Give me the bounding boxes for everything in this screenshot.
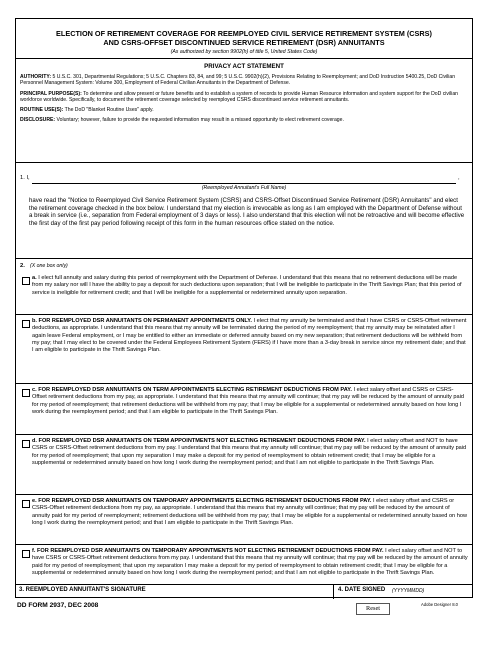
- form-title: ELECTION OF RETIREMENT COVERAGE FOR REEMPLOYED CIVIL SERVICE RETIREMENT SYSTEM (CSRS) AND CSRS-OFFSET DISCONTINUED SERVICE RETIREMENT (DSR) ANNUITANTS: [56, 29, 432, 47]
- election-form: [15, 18, 473, 598]
- signature-field[interactable]: [15, 584, 333, 599]
- option-c-checkbox[interactable]: [22, 389, 30, 397]
- option-d: d. FOR REEMPLOYED DSR ANNUITANTS ON TERM APPOINTMENTS NOT ELECTING RETIREMENT DEDUCTIONS FROM PAY. I elect salary offset and NOT to have CSRS or CSRS-Offset retirement deductions from my pay. I understand that this means that my annuity will continue; that my pay will be reduced by the amount of annuity paid for my period of reemployment; that upon my separation I may make a deposit for my period of reemployment to obtain retirement credit; that I may be eligible for a supplemental or redetermined annuity based on how long I work during the reemployment period; and that I am not eligible to participate in the Thrift Savings Plan.: [16, 434, 472, 494]
- option-a-checkbox[interactable]: [22, 277, 30, 285]
- name-comma: ,: [458, 175, 460, 181]
- section-1: [16, 162, 472, 259]
- annuitant-name-field[interactable]: [32, 176, 456, 184]
- date-signed-field[interactable]: [333, 584, 474, 599]
- privacy-purpose: PRINCIPAL PURPOSE(S): To determine and allow present or future benefits and to establish a system of records to provide Human Resource information and system support for the DoD civilian workforce worldwide. Specifically, to document the retirement coverage selected by reemployed CSRS discontinued service retirement annuitants.: [20, 90, 458, 103]
- date-format-hint: (YYYYMMDD): [392, 587, 425, 594]
- date-signed-label: 4. DATE SIGNED: [338, 587, 386, 593]
- section-1-label: 1. I,: [20, 175, 30, 181]
- option-b-checkbox[interactable]: [22, 320, 30, 328]
- option-a: a. I elect full annuity and salary during this period of reemployment with the Department of Defense. I understand that this means that no retirement deductions will be made from my salary nor will I have the ability to pay a deposit for such deductions upon separation; that I will be ineligible to participate in the Thrift Savings Plan; that this period of service is ineligible for retirement credit; and that I will be ineligible for a supplemental or redetermined annuity upon separation.: [16, 272, 472, 314]
- privacy-routine-uses: ROUTINE USE(S): The DoD "Blanket Routine Uses" apply.: [20, 107, 154, 114]
- section-2-header: [16, 258, 472, 272]
- option-f-checkbox[interactable]: [22, 550, 30, 558]
- divider: [16, 58, 472, 59]
- form-number: DD FORM 2937, DEC 2008: [17, 602, 99, 609]
- section-2-label: 2.: [20, 263, 25, 269]
- option-f: f. FOR REEMPLOYED DSR ANNUITANTS ON TEMPORARY APPOINTMENTS NOT ELECTING RETIREMENT DEDUCTIONS FROM PAY. I elect salary offset and NOT to have CSRS or CSRS-Offset retirement deductions from my pay. I understand that this means that my annuity will continue; that my pay will be reduced by the amount of annuity paid for my period of reemployment; that upon my separation I may make a deposit for my period of reemployment to obtain retirement credit; that I may be eligible for a supplemental or redetermined annuity based on how long I work during the reemployment period; and that I am not eligible to participate in the Thrift Savings Plan.: [16, 544, 472, 602]
- acknowledgement-paragraph: have read the "Notice to Reemployed Civil Service Retirement System (CSRS) and CSRS-Offset Discontinued Service Retirement (DSR) Annuitants" and elect the retirement coverage checked in the box below. I understand that my election is irrevocable as long as I am employed with the Department of Defense without a break in service (i.e., separation from Federal employment of 3 days or less). I also understand that this election will not be retroactive and will become effective the first day of the first pay period following receipt of this form in the human resources office stated on the notice.: [29, 197, 465, 227]
- privacy-act-heading: PRIVACY ACT STATEMENT: [204, 63, 284, 70]
- option-c: c. FOR REEMPLOYED DSR ANNUITANTS ON TERM APPOINTMENTS ELECTING RETIREMENT DEDUCTIONS FROM PAY. I elect salary offset and CSRS or CSRS-Offset retirement deductions from my pay, as appropriate. I understand that this means that my annuity will continue; that my pay will be reduced by the amount of annuity paid for my period of reemployment; that retirement deductions will be withheld from my pay; that I may be eligible for a supplemental or redetermined annuity based on how long I work during the reemployment period; and that I am eligible to participate in the Thrift Savings Plan.: [16, 383, 472, 434]
- name-caption: (Reemployed Annuitant's Full Name): [201, 185, 287, 191]
- reset-button[interactable]: Reset: [356, 603, 390, 615]
- option-b: b. FOR REEMPLOYED DSR ANNUITANTS ON PERMANENT APPOINTMENTS ONLY. I elect that my annuity be terminated and that I have CSRS or CSRS-Offset retirement deductions, as appropriate. I understand that this means that my annuity will be terminated during the period of my reemployment; that my annuity may be reinstated after I again leave Federal employment, or I may be entitled to either an immediate or deferred annuity based on my new separation; that retirement deductions will be withheld from my pay; that I may elect to be covered under the Federal Employees Retirement System (FERS) if I have more than a 3-day break in service since my retirement date; and that I am eligible to participate in the Thrift Savings Plan.: [16, 314, 472, 383]
- privacy-disclosure: DISCLOSURE: Voluntary; however, failure to provide the requested information may result in a missed opportunity to elect retirement coverage.: [20, 117, 344, 124]
- privacy-authority: AUTHORITY: 5 U.S.C. 301, Departmental Regulations; 5 U.S.C. Chapters 83, 84, and 99; 5 U.S.C. 9902(h)(2), Provisions Relating to Reemployment; and DoD Instruction 5400.25, DoD Civilian Personnel Management System: Volume 300, Employment of Federal Civilian Annuitants in the Department of Defense.: [20, 74, 456, 87]
- authorization-note: (As authorized by section 9902(h) of title 5, United States Code): [170, 49, 318, 55]
- option-e: e. FOR REEMPLOYED DSR ANNUITANTS ON TEMPORARY APPOINTMENTS ELECTING RETIREMENT DEDUCTIONS FROM PAY. I elect salary offset and CSRS or CSRS-Offset retirement deductions from my pay, as appropriate. I understand that this means that my annuity will continue; that my pay will be reduced by the amount of annuity paid for my period of reemployment; retirement deductions will be withheld from my pay; that I may be eligible for a supplemental or redetermined annuity based on how long I work during the reemployment period; and that I am eligible to participate in the Thrift Savings Plan.: [16, 494, 472, 544]
- section-2-instruction: (X one box only): [30, 263, 68, 269]
- signature-label: 3. REEMPLOYED ANNUITANT'S SIGNATURE: [19, 587, 146, 593]
- option-e-checkbox[interactable]: [22, 500, 30, 508]
- software-credit: Adobe Designer 8.0: [421, 602, 459, 607]
- option-d-checkbox[interactable]: [22, 440, 30, 448]
